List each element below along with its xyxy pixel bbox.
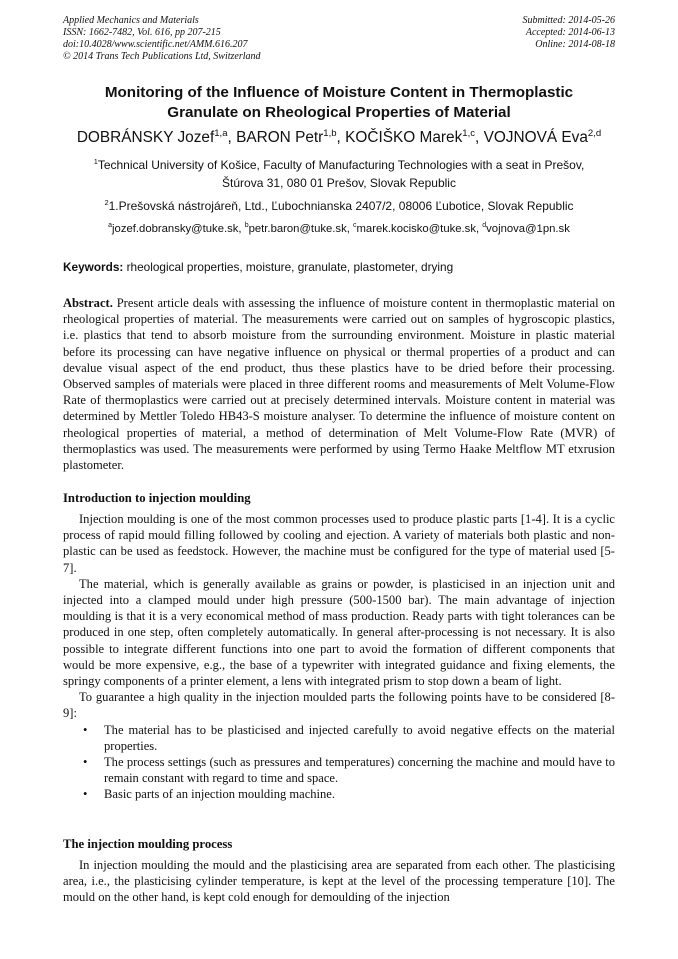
affiliation-1	[63, 156, 615, 192]
keywords	[63, 259, 615, 275]
list-item	[63, 722, 615, 754]
author-affiliation-mark: 1,a	[214, 127, 228, 139]
section-heading-introduction: Introduction to injection moulding	[63, 491, 251, 505]
author-separator: ,	[475, 129, 484, 146]
affiliation-1-line-1	[63, 156, 615, 174]
email-mark: b	[244, 222, 249, 230]
bullet-icon: •	[83, 722, 88, 737]
author-list	[40, 128, 638, 148]
accepted-date: Accepted: 2014-06-13	[525, 27, 615, 38]
author-separator: ,	[336, 129, 346, 146]
bullet-list	[63, 722, 615, 803]
paragraph: In injection moulding the mould and the plasticising area are separated from each other. The plasticising area, i.e., the plasticising cylinder temperature, is kept at the level of the processing temperature [10]. The mould on the other hand, is kept cold enough for demoulding of the injection	[63, 858, 615, 905]
keywords-label: Keywords:	[63, 260, 124, 274]
abstract-text: Present article deals with assessing the influence of moisture content in thermoplastic material on rheological properties of material. The measurements were carried out on samples of hygroscopic plastics, i.e. plastics that tend to absorb moisture from the surrounding environment. Moisture in plastic material before its processing can have negative influence on physical or thermal properties of a product and can devalue visual aspect of the end product, thus these plastics have to be dried before their processing. Observed samples of materials were placed in three different rooms and measurements of Melt Volume-Flow Rate of thermoplastics were carried out at precisely determined intervals. Moisture content in material was determined by Mettler Toledo HB43-S moisture analyser. To determine the influence of moisture content on rheological properties of material, a method of determination of Melt Volume-Flow Rate (MVR) of thermoplastics was used. The measurements were performed by using Termo Haake Meltflow MT etxrusion plastometer.	[63, 296, 615, 473]
affiliation-1-line-2: Štúrova 31, 080 01 Prešov, Slovak Republic	[222, 176, 456, 190]
paragraph: The material, which is generally available as grains or powder, is plasticised in an injection unit and injected into a clamped mould under high pressure (500-1500 bar). The main advantage of injection moulding is that it is a very economical method of mass production. Ready parts with tight tolerances can be produced in one step, often completely automatically. In general after-processing is not necessary. It is also possible to integrate different functions into one part to avoid the formation of different components that would be more expensive, e.g., the base of a typewriter with integrated guidance and fixing elements, the springy components of a printer element, a lens with integrated prism to stop down a beam of light.	[63, 576, 615, 689]
keywords-text: rheological properties, moisture, granulate, plastometer, drying	[123, 260, 454, 274]
author-name: DOBRÁNSKY Jozef	[76, 129, 215, 146]
journal-name: Applied Mechanics and Materials	[63, 15, 199, 26]
affiliation-2	[63, 197, 615, 215]
abstract	[63, 295, 615, 473]
journal-issn: ISSN: 1662-7482, Vol. 616, pp 207-215	[63, 27, 221, 38]
author-affiliation-mark: 1,b	[323, 127, 337, 139]
author-affiliation-mark: 2,d	[587, 127, 602, 139]
affiliation-text: Technical University of Košice, Faculty of Manufacturing Technologies with a seat in Prešov,	[97, 158, 585, 172]
title-line-2: Granulate on Rheological Properties of Material	[167, 104, 511, 121]
list-item-text: Basic parts of an injection moulding machine.	[104, 787, 336, 802]
author-name: VOJNOVÁ Eva	[483, 129, 588, 146]
list-item-text: The material has to be plasticised and injected carefully to avoid negative effects on the material properties.	[104, 722, 615, 753]
affiliation-text: 1.Prešovská nástrojáreň, Ltd., Ľubochnianska 2407/2, 08006 Ľubotice, Slovak Republic	[108, 199, 574, 213]
author-name: KOČIŠKO Marek	[345, 129, 463, 146]
email-address[interactable]: jozef.dobransky@tuke.sk,	[112, 223, 245, 235]
paragraph: Injection moulding is one of the most common processes used to produce plastic parts [1-4]. It is a cyclic process of rapid mould filling followed by cooling and ejection. A variety of materials both plastic and non-plastic can be used as feedstock. However, the machine must be configured for the type of material used [5-7].	[63, 512, 615, 575]
submission-dates	[523, 15, 616, 51]
abstract-label: Abstract.	[63, 296, 113, 310]
list-item	[63, 786, 615, 802]
title-line-1: Monitoring of the Influence of Moisture Content in Thermoplastic	[104, 84, 574, 101]
author-affiliation-mark: 1,c	[462, 127, 475, 139]
email-address[interactable]: vojnova@1pn.sk	[486, 223, 570, 235]
list-item-text: The process settings (such as pressures and temperatures) concerning the machine and mould have to remain constant with regard to time and space.	[104, 755, 615, 786]
journal-doi: doi:10.4028/www.scientific.net/AMM.616.207	[63, 39, 248, 50]
online-date: Online: 2014-08-18	[535, 39, 615, 50]
author-name: BARON Petr	[236, 129, 324, 146]
email-mark: c	[353, 222, 357, 230]
email-address[interactable]: petr.baron@tuke.sk,	[248, 223, 354, 235]
paragraph: To guarantee a high quality in the injection moulded parts the following points have to be considered [8-9]:	[63, 690, 615, 721]
submitted-date: Submitted: 2014-05-26	[522, 15, 615, 26]
section-introduction-body	[63, 511, 615, 803]
email-address[interactable]: marek.kocisko@tuke.sk,	[356, 223, 483, 235]
email-mark: a	[108, 222, 113, 230]
section-process-body	[63, 857, 615, 906]
bullet-icon: •	[83, 755, 88, 770]
journal-copyright: © 2014 Trans Tech Publications Ltd, Switzerland	[63, 51, 261, 62]
affiliation-mark: 1	[93, 157, 98, 166]
email-mark: d	[482, 222, 487, 230]
journal-info	[63, 15, 261, 63]
paper-title	[63, 83, 615, 123]
list-item	[63, 754, 615, 786]
author-emails	[63, 221, 615, 237]
section-heading-process: The injection moulding process	[63, 837, 233, 851]
bullet-icon: •	[83, 787, 88, 802]
author-separator: ,	[227, 129, 237, 146]
affiliation-mark: 2	[104, 198, 109, 207]
